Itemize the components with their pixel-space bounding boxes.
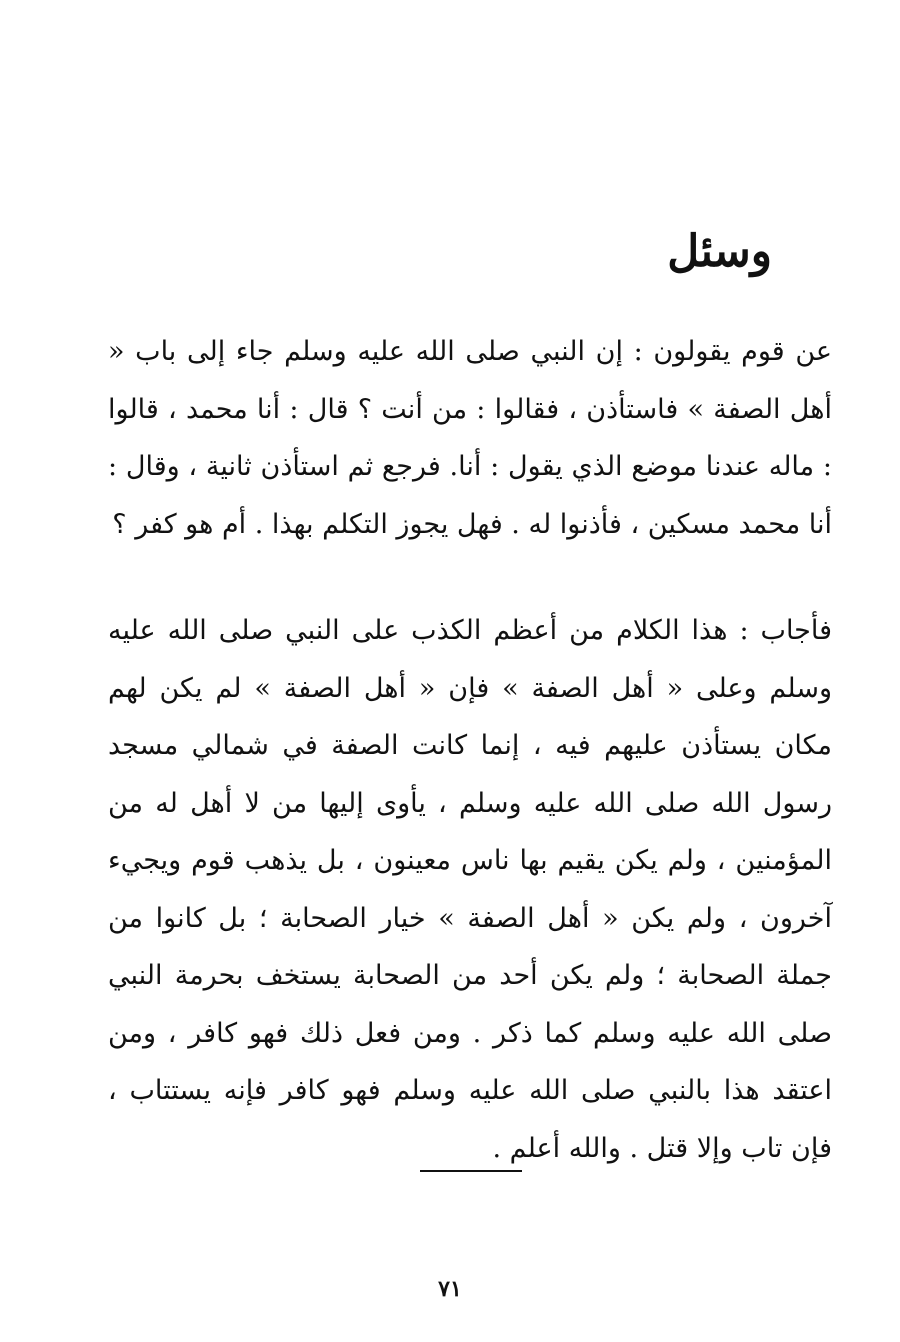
section-heading: وسئل [667,226,772,277]
question-paragraph: عن قوم يقولون : إن النبي صلى الله عليه وسلم جاء إلى باب « أهل الصفة » فاستأذن ، فقالوا : من أنت ؟ قال : أنا محمد ، قالوا : ماله عندنا موضع الذي يقول : أنا. فرجع ثم استأذن ثانية ، وقال : أنا محمد مسكين ، فأذنوا له . فهل يجوز التكلم بهذا . أم هو كفر ؟ [108,336,832,540]
section-separator [420,1170,522,1172]
page-number: ٧١ [438,1276,462,1302]
answer-paragraph: فأجاب : هذا الكلام من أعظم الكذب على النبي صلى الله عليه وسلم وعلى « أهل الصفة » فإن « أهل الصفة » لم يكن لهم مكان يستأذن عليهم فيه ، إنما كانت الصفة في شمالي مسجد رسول الله صلى الله عليه وسلم ، يأوى إليها من لا أهل له من المؤمنين ، ولم يكن يقيم بها ناس معينون ، بل يذهب قوم ويجيء آخرون ، ولم يكن « أهل الصفة » خيار الصحابة ؛ بل كانوا من جملة الصحابة ؛ ولم يكن أحد من الصحابة يستخف بحرمة النبي صلى الله عليه وسلم كما ذكر . ومن فعل ذلك فهو كافر ، ومن اعتقد هذا بالنبي صلى الله عليه وسلم فهو كافر فإنه يستتاب ، فإن تاب وإلا قتل . والله أعلم . [108,615,832,1164]
